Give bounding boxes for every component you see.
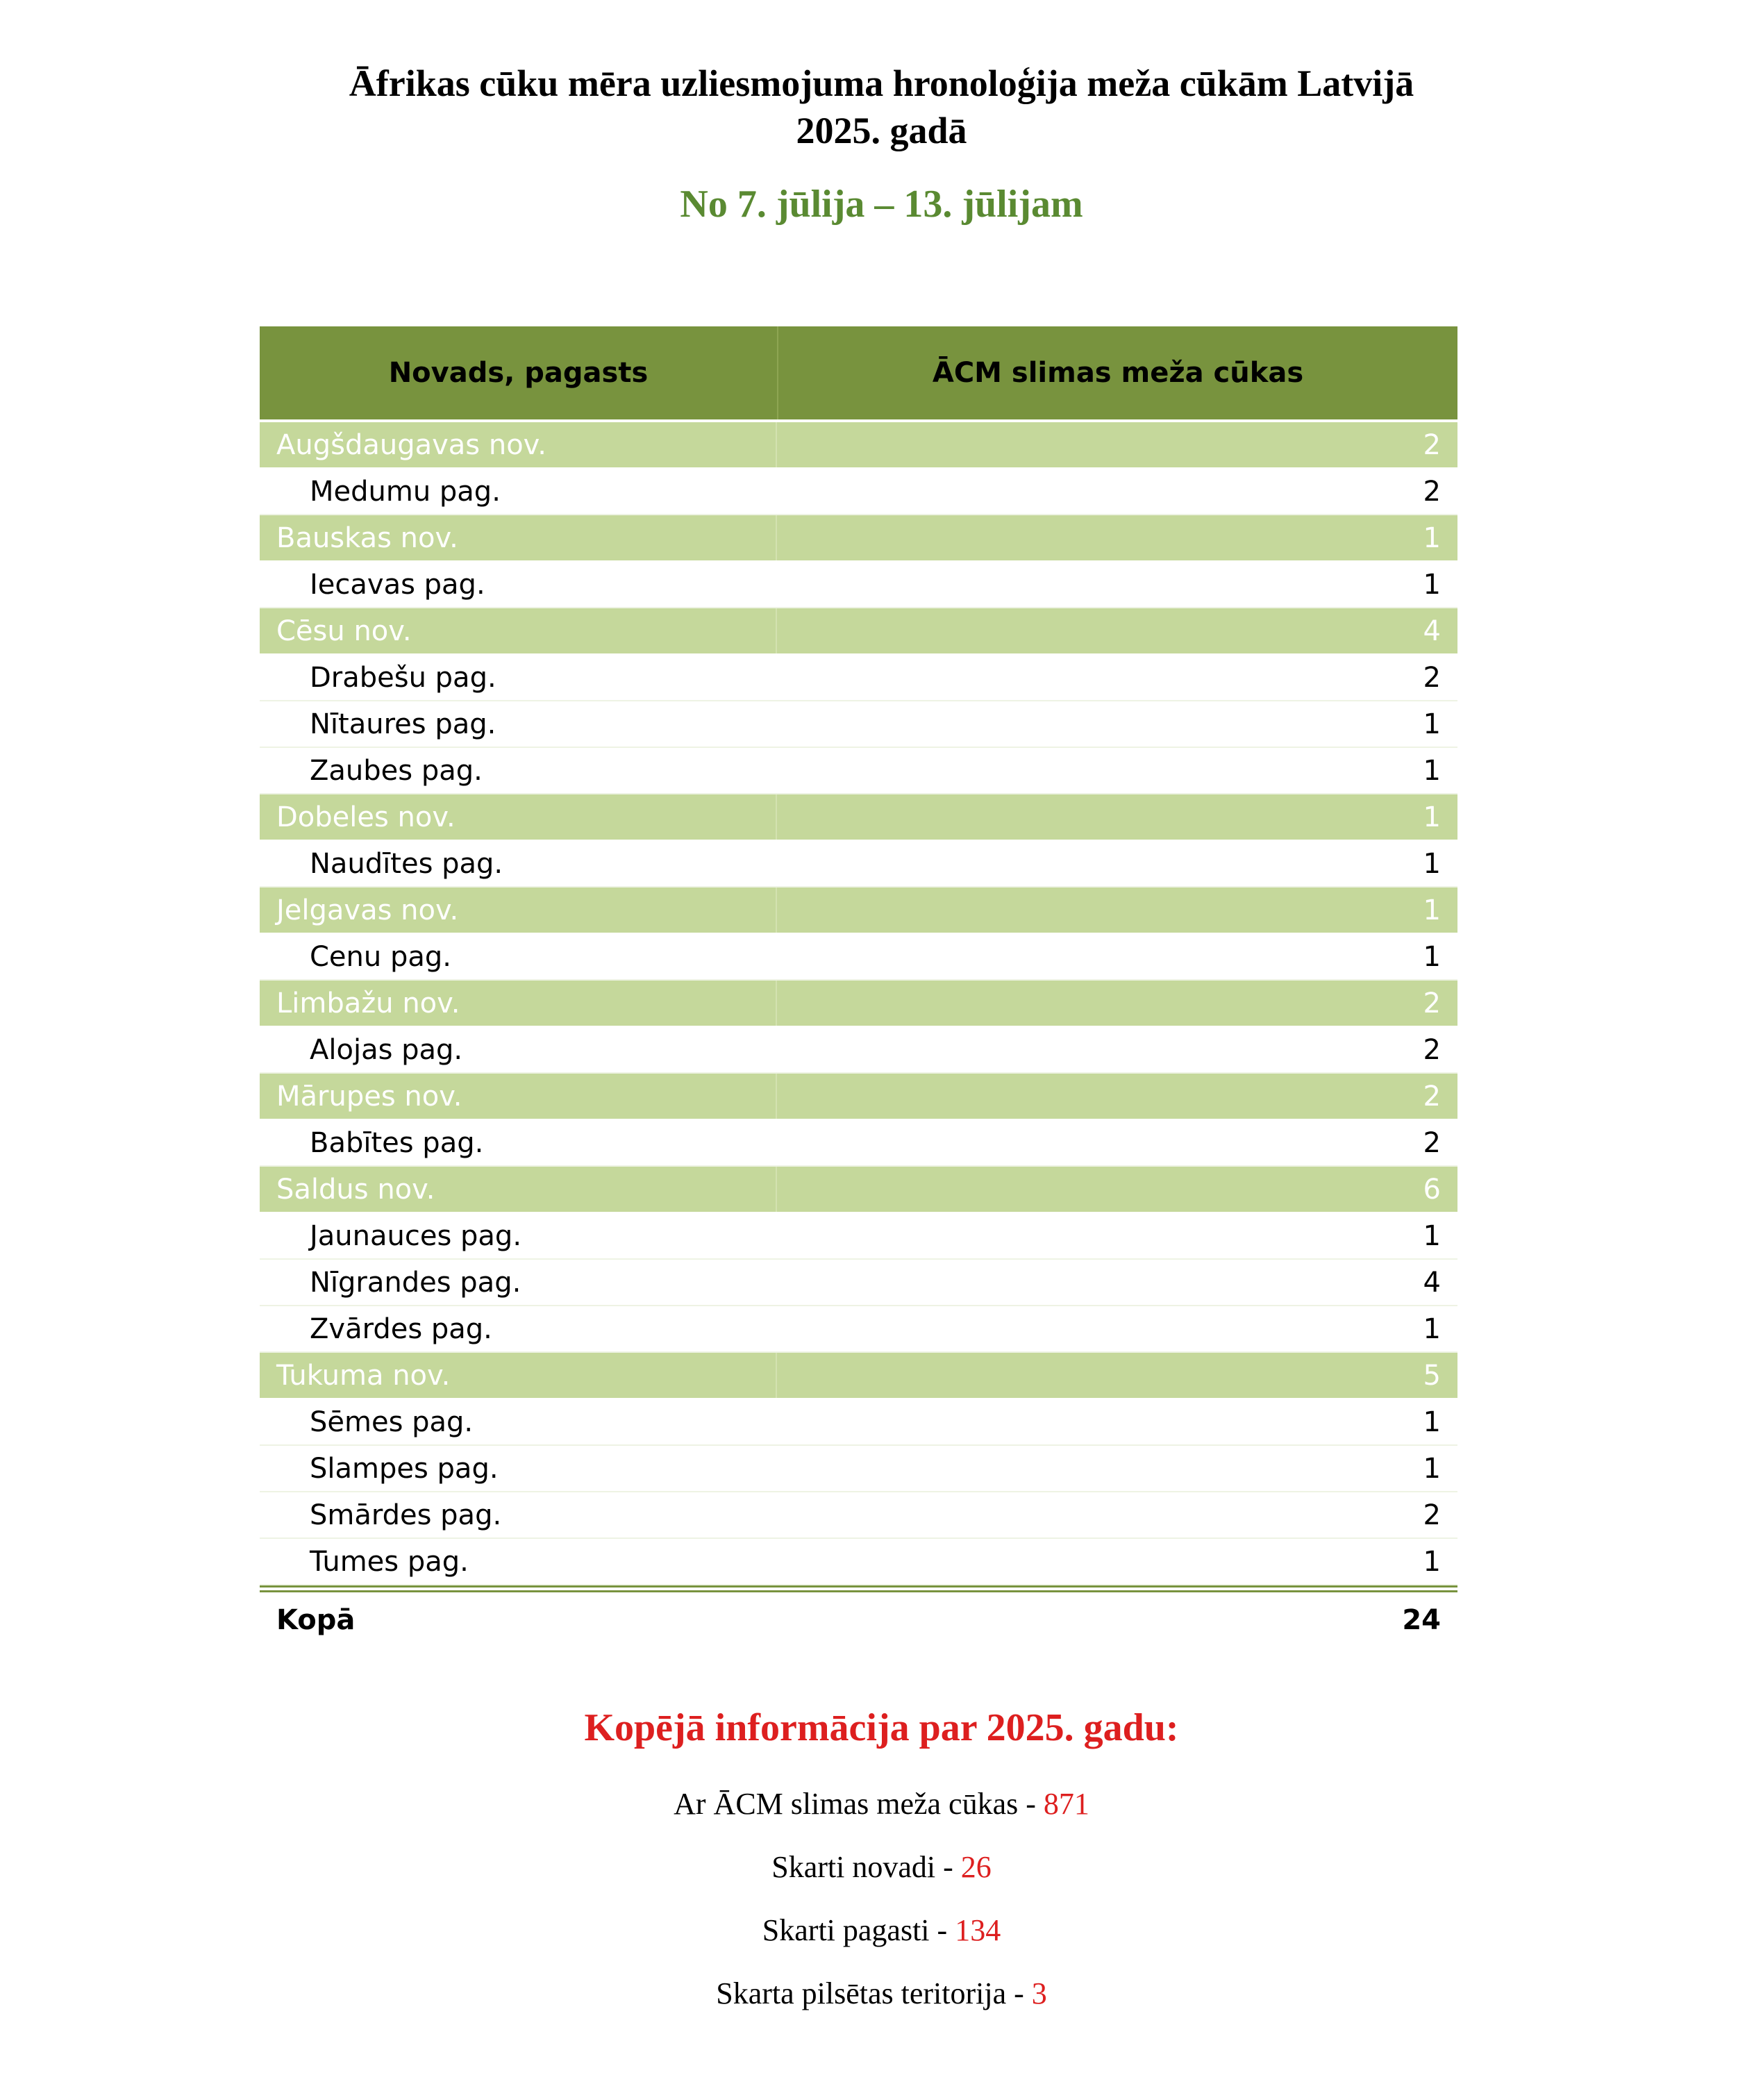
summary-label: Skarti novadi - bbox=[771, 1850, 961, 1884]
parish-row bbox=[260, 1306, 1457, 1353]
parish-row bbox=[260, 934, 1457, 981]
parish-row bbox=[260, 655, 1457, 701]
district-name: Tukuma nov. bbox=[260, 1353, 777, 1398]
parish-name: Zvārdes pag. bbox=[310, 1312, 492, 1345]
parish-name: Smārdes pag. bbox=[310, 1499, 502, 1531]
summary-value: 26 bbox=[960, 1850, 992, 1884]
parish-value: 1 bbox=[1423, 1312, 1441, 1345]
parish-row bbox=[260, 1446, 1457, 1492]
district-name: Limbažu nov. bbox=[260, 981, 777, 1026]
parish-row bbox=[260, 469, 1457, 515]
parish-name: Jaunauces pag. bbox=[310, 1219, 522, 1252]
summary-value: 3 bbox=[1031, 1976, 1047, 2010]
total-label: Kopā bbox=[276, 1604, 356, 1636]
district-value: 4 bbox=[1423, 615, 1441, 647]
summary-label: Skarta pilsētas teritorija - bbox=[716, 1976, 1032, 2010]
parish-row bbox=[260, 701, 1457, 748]
district-value: 1 bbox=[1423, 522, 1441, 554]
summary-line-parishes bbox=[0, 1912, 1763, 1948]
parish-name: Drabešu pag. bbox=[310, 661, 496, 694]
district-row bbox=[260, 1167, 1457, 1213]
summary-line-districts bbox=[0, 1849, 1763, 1885]
parish-row bbox=[260, 1027, 1457, 1074]
district-value: 2 bbox=[1423, 428, 1441, 461]
outbreak-table bbox=[260, 326, 1457, 1648]
total-divider bbox=[260, 1585, 1457, 1592]
parish-name: Sēmes pag. bbox=[310, 1406, 474, 1438]
table-header bbox=[260, 326, 1457, 422]
district-value: 1 bbox=[1423, 894, 1441, 926]
title-line-2: 2025. gadā bbox=[796, 110, 967, 151]
parish-row bbox=[260, 1539, 1457, 1585]
parish-name: Nītaures pag. bbox=[310, 708, 496, 740]
parish-value: 1 bbox=[1423, 754, 1441, 787]
table-body bbox=[260, 422, 1457, 1585]
district-row bbox=[260, 981, 1457, 1027]
parish-value: 2 bbox=[1423, 1126, 1441, 1159]
summary-value: 134 bbox=[955, 1913, 1001, 1947]
district-name: Augšdaugavas nov. bbox=[260, 422, 777, 467]
parish-value: 1 bbox=[1423, 940, 1441, 973]
parish-name: Zaubes pag. bbox=[310, 754, 483, 787]
summary-title: Kopējā informācija par 2025. gadu: bbox=[584, 1706, 1179, 1749]
parish-row bbox=[260, 748, 1457, 794]
parish-value: 1 bbox=[1423, 568, 1441, 601]
district-row bbox=[260, 422, 1457, 469]
parish-row bbox=[260, 1120, 1457, 1167]
district-value: 5 bbox=[1423, 1359, 1441, 1392]
parish-row bbox=[260, 841, 1457, 888]
summary-line-cases bbox=[0, 1786, 1763, 1822]
date-range-subtitle: No 7. jūlija – 13. jūlijam bbox=[680, 183, 1083, 226]
parish-value: 1 bbox=[1423, 1452, 1441, 1485]
district-row bbox=[260, 1353, 1457, 1399]
parish-name: Tumes pag. bbox=[310, 1545, 469, 1578]
parish-name: Slampes pag. bbox=[310, 1452, 499, 1485]
district-name: Bauskas nov. bbox=[260, 515, 777, 560]
parish-name: Naudītes pag. bbox=[310, 847, 503, 880]
district-row bbox=[260, 888, 1457, 934]
page-title bbox=[0, 60, 1763, 154]
parish-row bbox=[260, 1213, 1457, 1260]
summary-label: Ar ĀCM slimas meža cūkas - bbox=[674, 1787, 1044, 1821]
district-name: Jelgavas nov. bbox=[260, 888, 777, 933]
district-row bbox=[260, 794, 1457, 841]
total-row bbox=[260, 1592, 1457, 1648]
parish-row bbox=[260, 1260, 1457, 1306]
parish-name: Nīgrandes pag. bbox=[310, 1266, 521, 1299]
summary-label: Skarti pagasti - bbox=[762, 1913, 955, 1947]
parish-value: 1 bbox=[1423, 1545, 1441, 1578]
parish-value: 1 bbox=[1423, 1219, 1441, 1252]
parish-row bbox=[260, 1492, 1457, 1539]
district-value: 2 bbox=[1423, 1080, 1441, 1112]
parish-name: Alojas pag. bbox=[310, 1033, 463, 1066]
parish-row bbox=[260, 562, 1457, 608]
parish-value: 2 bbox=[1423, 661, 1441, 694]
summary-value: 871 bbox=[1043, 1787, 1089, 1821]
total-value: 24 bbox=[1402, 1604, 1441, 1636]
district-name: Mārupes nov. bbox=[260, 1074, 777, 1119]
summary-line-city bbox=[0, 1976, 1763, 2011]
district-row bbox=[260, 1074, 1457, 1120]
parish-name: Medumu pag. bbox=[310, 475, 501, 508]
parish-name: Babītes pag. bbox=[310, 1126, 484, 1159]
header-cases: ĀCM slimas meža cūkas bbox=[777, 326, 1457, 419]
parish-value: 1 bbox=[1423, 847, 1441, 880]
parish-value: 1 bbox=[1423, 708, 1441, 740]
title-line-1: Āfrikas cūku mēra uzliesmojuma hronoloģija meža cūkām Latvijā bbox=[349, 62, 1414, 104]
district-name: Cēsu nov. bbox=[260, 608, 777, 653]
district-row bbox=[260, 608, 1457, 655]
header-region: Novads, pagasts bbox=[388, 357, 649, 389]
district-name: Dobeles nov. bbox=[260, 794, 777, 840]
district-value: 2 bbox=[1423, 987, 1441, 1019]
district-name: Saldus nov. bbox=[260, 1167, 777, 1212]
parish-value: 2 bbox=[1423, 475, 1441, 508]
parish-row bbox=[260, 1399, 1457, 1446]
district-value: 6 bbox=[1423, 1173, 1441, 1206]
parish-name: Cenu pag. bbox=[310, 940, 451, 973]
district-value: 1 bbox=[1423, 801, 1441, 833]
parish-value: 2 bbox=[1423, 1499, 1441, 1531]
parish-value: 2 bbox=[1423, 1033, 1441, 1066]
parish-value: 4 bbox=[1423, 1266, 1441, 1299]
parish-name: Iecavas pag. bbox=[310, 568, 485, 601]
parish-value: 1 bbox=[1423, 1406, 1441, 1438]
district-row bbox=[260, 515, 1457, 562]
